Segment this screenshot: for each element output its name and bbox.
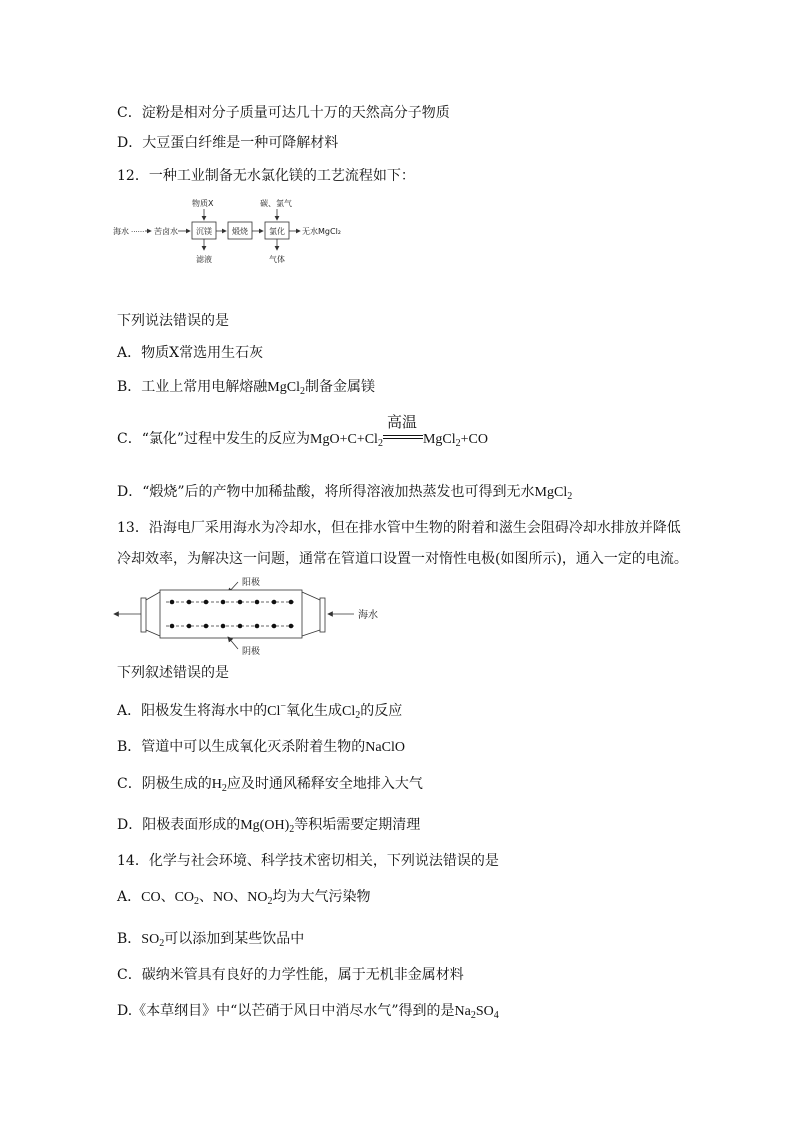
q14-option-a-sep2: 、 — [199, 889, 214, 905]
q13-option-c — [117, 774, 423, 795]
q14-option-a-sep3: 、 — [233, 889, 248, 905]
q13-option-c-tail: 应及时通风稀释安全地排入大气 — [226, 776, 423, 792]
q14-option-b-label: B． — [117, 931, 142, 947]
q14-option-a-tail: 均为大气污染物 — [272, 889, 371, 905]
q11-option-c: C．淀粉是相对分子质量可达几十万的天然高分子物质 — [117, 105, 450, 121]
q14-option-a-no2: NO — [247, 890, 268, 905]
q12-stem: 12．一种工业制备无水氯化镁的工艺流程如下： — [117, 168, 415, 184]
q12-condition-label: 高温 — [386, 413, 417, 431]
q13-option-a-tail: 的反应 — [360, 703, 403, 719]
q14-stem: 14．化学与社会环境、科学技术密切相关，下列说法错误的是 — [117, 853, 499, 869]
q12-option-b — [117, 377, 375, 398]
flow-dots: ······ — [131, 228, 145, 236]
flow-box-precipitate-label: 沉镁 — [196, 227, 212, 236]
cathode-label: 阴极 — [242, 647, 261, 657]
flow-gas: 气体 — [269, 255, 285, 264]
q14-option-d — [117, 1001, 499, 1022]
q13-option-b-formula: NaClO — [365, 740, 405, 755]
pipe-body — [160, 590, 302, 638]
q14-option-d-so: SO — [475, 1004, 494, 1019]
q14-option-a-no: NO — [213, 890, 234, 905]
q12-option-d-formula: MgCl — [534, 485, 568, 500]
q13-option-b — [117, 737, 405, 758]
q12-option-c-text: C．“氯化”过程中发生的反应为 — [117, 431, 311, 447]
right-taper-top — [302, 592, 320, 600]
q14-option-b — [117, 929, 304, 950]
q13-option-a-ion: Cl — [267, 704, 281, 719]
q14-option-c: C．碳纳米管具有良好的力学性能，属于无机非金属材料 — [117, 967, 464, 983]
q13-option-d — [117, 815, 420, 836]
q14-option-b-formula: SO — [141, 932, 160, 947]
q12-option-c-reactants: MgO+C+Cl — [310, 432, 378, 447]
q12-option-d — [117, 482, 572, 503]
anode-label: 阳极 — [242, 578, 261, 588]
q13-option-a — [117, 701, 402, 722]
q13-option-d-sub: 2 — [289, 824, 295, 835]
left-taper-top — [146, 592, 160, 600]
q14-option-a-label: A． — [117, 889, 142, 905]
flow-box-calcine-label: 煅烧 — [232, 227, 248, 236]
flow-product: 无水MgCl₂ — [302, 227, 341, 236]
flow-bittern: 苦卤水 — [154, 227, 178, 236]
q12-option-b-sub: 2 — [299, 386, 305, 397]
q13-option-a-formula: Cl — [342, 704, 356, 719]
right-taper-bottom — [302, 630, 320, 636]
q13-option-d-formula: Mg(OH) — [240, 818, 290, 833]
flow-input-x: 物质X — [192, 199, 214, 208]
cathode-pointer — [228, 637, 238, 649]
q14-option-a-co: CO — [141, 890, 161, 905]
q11-option-d: D．大豆蛋白纤维是一种可降解材料 — [117, 135, 339, 151]
q13-option-a-text: A．阳极发生将海水中的 — [117, 703, 268, 719]
q14-option-a-co2: CO — [174, 890, 195, 905]
left-taper-bottom — [146, 630, 160, 636]
q14-option-b-tail: 可以添加到某些饮品中 — [164, 931, 305, 947]
q12-option-a: A．物质X常选用生石灰 — [117, 345, 264, 361]
q12-option-c-sub2: 2 — [455, 438, 461, 449]
q13-option-a-mid: 氧化生成 — [286, 703, 342, 719]
q12-flow-diagram — [110, 192, 360, 267]
q13-option-d-tail: 等积垢需要定期清理 — [294, 817, 421, 833]
q13-option-a-sub: 2 — [355, 710, 361, 721]
q14-option-b-sub: 2 — [159, 938, 165, 949]
q12-option-b-formula: MgCl — [267, 380, 300, 395]
q12-option-c-product2: +CO — [460, 432, 488, 447]
flow-filtrate: 滤液 — [196, 255, 212, 264]
q12-option-d-sub: 2 — [567, 491, 573, 502]
q14-option-d-na-sub: 2 — [470, 1010, 476, 1021]
q13-option-c-sub: 2 — [221, 783, 227, 794]
q14-option-a-co2-sub: 2 — [194, 896, 200, 907]
q13-option-b-text: B．管道中可以生成氧化灭杀附着生物的 — [117, 739, 366, 755]
q12-option-d-text: D．“煅烧”后的产物中加稀盐酸，将所得溶液加热蒸发也可得到无水 — [117, 484, 535, 500]
q13-question: 下列叙述错误的是 — [117, 665, 229, 681]
flow-seawater: 海水 — [113, 227, 129, 236]
q12-question: 下列说法错误的是 — [117, 313, 229, 329]
q14-option-d-na: Na — [454, 1004, 471, 1019]
q13-option-d-text: D．阳极表面形成的 — [117, 817, 241, 833]
q12-reaction-condition — [383, 413, 423, 450]
flow-box-chlorinate-label: 氯化 — [269, 227, 285, 236]
q12-option-c-sub1: 2 — [377, 438, 383, 449]
q13-stem-line1: 13．沿海电厂采用海水为冷却水，但在排水管中生物的附着和滋生会阻碍冷却水排放并降低 — [117, 520, 681, 536]
q13-option-c-formula: H — [211, 777, 222, 792]
q12-option-c-product1: MgCl — [422, 432, 456, 447]
seawater-label: 海水 — [358, 610, 378, 621]
q12-equals-sign — [383, 435, 423, 439]
q13-option-c-text: C．阴极生成的 — [117, 776, 212, 792]
q12-option-b-tail: 制备金属镁 — [304, 379, 375, 395]
q13-stem-line2: 冷却效率，为解决这一问题，通常在管道口设置一对惰性电极(如图所示)，通入一定的电流。 — [117, 551, 688, 567]
flow-input-carbon-chlorine: 碳、氯气 — [260, 199, 292, 208]
q14-option-a-no2-sub: 2 — [267, 896, 273, 907]
q13-option-a-charge: − — [280, 701, 286, 712]
q14-option-d-so-sub: 4 — [493, 1010, 499, 1021]
left-flange — [141, 598, 146, 632]
q14-option-a — [117, 887, 371, 908]
q12-option-c — [117, 413, 488, 450]
q13-pipe-diagram — [110, 573, 390, 658]
q14-option-a-sep1: 、 — [160, 889, 175, 905]
q12-option-b-text: B．工业上常用电解熔融 — [117, 379, 268, 395]
right-flange — [320, 598, 325, 632]
q14-option-d-text: D.《本草纲目》中“以芒硝于风日中消尽水气”得到的是 — [117, 1003, 455, 1019]
